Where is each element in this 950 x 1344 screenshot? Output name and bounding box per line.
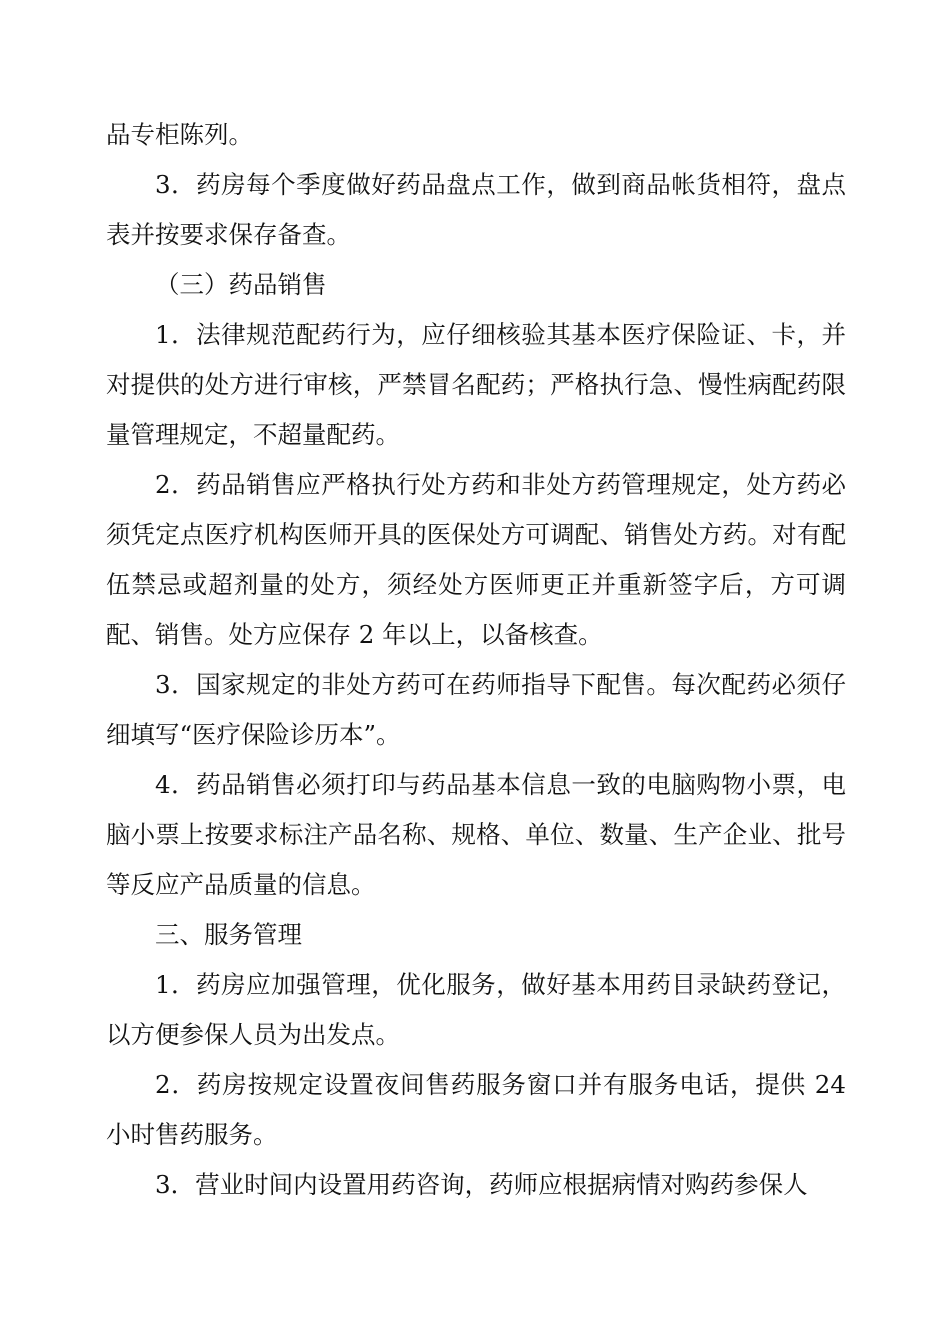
paragraph-sales-rule-2: 2．药品销售应严格执行处方药和非处方药管理规定，处方药必须凭定点医疗机构医师开具的医保处方可调配、销售处方药。对有配伍禁忌或超剂量的处方，须经处方医师更正并重新签字后，方可调配、销售。处方应保存 2 年以上，以备核查。: [106, 470, 846, 649]
section-heading-drug-sales: （三）药品销售: [155, 270, 327, 299]
paragraph-inventory-check: 3．药房每个季度做好药品盘点工作，做到商品帐货相符，盘点表并按要求保存备查。: [106, 170, 846, 249]
paragraph-sales-rule-1: 1．法律规范配药行为，应仔细核验其基本医疗保险证、卡，并对提供的处方进行审核，严禁冒名配药；严格执行急、慢性病配药限量管理规定，不超量配药。: [106, 320, 846, 449]
paragraph-sales-rule-3: 3．国家规定的非处方药可在药师指导下配售。每次配药必须仔细填写“医疗保险诊历本”。: [106, 670, 846, 749]
paragraph-sales-rule-4: 4．药品销售必须打印与药品基本信息一致的电脑购物小票，电脑小票上按要求标注产品名称、规格、单位、数量、生产企业、批号等反应产品质量的信息。: [106, 770, 846, 899]
paragraph-service-rule-2: 2．药房按规定设置夜间售药服务窗口并有服务电话，提供 24 小时售药服务。: [106, 1070, 846, 1149]
paragraph-service-rule-1: 1．药房应加强管理，优化服务，做好基本用药目录缺药登记，以方便参保人员为出发点。: [106, 970, 846, 1049]
section-heading-service-management: 三、服务管理: [155, 920, 302, 949]
paragraph-service-rule-3: 3．营业时间内设置用药咨询，药师应根据病情对购药参保人: [155, 1170, 808, 1199]
paragraph-continuation: 品专柜陈列。: [106, 120, 253, 149]
